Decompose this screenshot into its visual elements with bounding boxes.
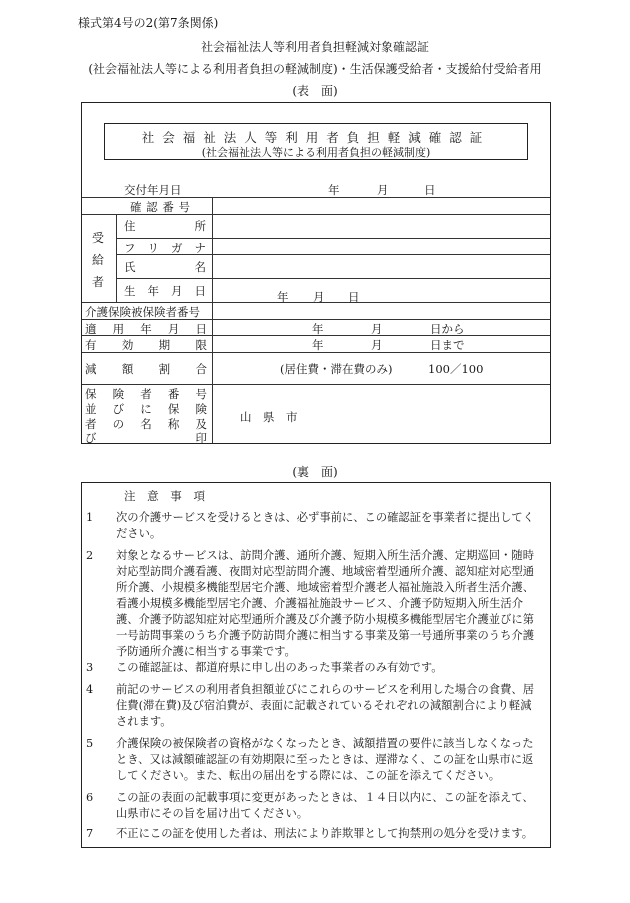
note-number: 1 <box>86 511 94 524</box>
expiry-year-unit: 年 <box>312 338 324 352</box>
note-item-5 <box>86 736 548 784</box>
insurer-label-row-2: 並 び に 保 険 <box>85 402 207 416</box>
birth-day-unit: 日 <box>348 290 360 304</box>
table-rule <box>116 214 117 302</box>
note-item-7 <box>86 826 548 842</box>
insurer-label-row-1: 保 険 者 番 号 <box>85 387 207 401</box>
note-number: 6 <box>86 791 94 804</box>
note-item-2 <box>86 548 548 660</box>
birth-year-unit: 年 <box>277 290 289 304</box>
note-text: 介護保険の被保険者の資格がなくなったとき、減額措置の要件に該当しなくなったとき、又は減額確認証の有効期限に至ったときは、遅滞なく、この証を山県市に返してください。また、転出の届出をする際には、この証を添えてください。 <box>116 737 534 782</box>
recipient-label-2: 給 <box>92 253 105 267</box>
note-text: 次の介護サービスを受けるときは、必ず事前に、この確認証を事業者に提出してください。 <box>116 511 534 540</box>
note-item-6 <box>86 790 548 822</box>
note-number: 5 <box>86 737 94 750</box>
note-item-4 <box>86 682 548 730</box>
note-number: 2 <box>86 549 94 562</box>
reduction-rate-label: 減 額 割 合 <box>85 362 207 376</box>
reduction-note: (居住費・滞在費のみ) <box>280 362 393 376</box>
certificate-subtitle: (社会福祉法人等による利用者負担の軽減制度) <box>201 146 431 159</box>
note-text: 前記のサービスの利用者負担額並びにこれらのサービスを利用した場合の食費、居住費(滞在費)及び宿泊費が、表面に記載されているそれぞれの減額割合により軽減されます。 <box>116 683 534 728</box>
recipient-label-3: 者 <box>92 275 105 289</box>
note-text: 対象となるサービスは、訪問介護、通所介護、短期入所生活介護、定期巡回・随時対応型訪問介護看護、夜間対応型訪問介護、地域密着型通所介護、認知症対応型通所介護、小規模多機能型居宅介護、地域密着型介護老人福祉施設入所者生活介護、看護小規模多機能型居宅介護、介護福祉施設サービス、介護予防短期入所生活介護、介護予防認知症対応型通所介護及び介護予防小規模多機能型居宅介護並びに第一号訪問事業のうち介護予防訪問介護に相当する事業及第一号通所事業のうち介護予防通所介護に相当する事業です。 <box>116 549 534 658</box>
note-text: この確認証は、都道府県に申し出のあった事業者のみ有効です。 <box>116 661 443 674</box>
document-subtitle: (社会福祉法人等による利用者負担の軽減制度)・生活保護受給者・支援給付受給者用 <box>88 62 542 76</box>
table-rule <box>82 384 550 385</box>
note-number: 4 <box>86 683 94 696</box>
start-year-unit: 年 <box>312 322 324 336</box>
certificate-title: 社会福祉法人等利用者負担軽減確認証 <box>141 130 491 145</box>
furigana-label: フ リ ガ ナ <box>124 241 206 255</box>
document-title: 社会福祉法人等利用者負担軽減対象確認証 <box>200 40 429 54</box>
address-label: 住 所 <box>124 219 206 233</box>
table-rule <box>116 278 550 279</box>
issue-year-unit: 年 <box>328 183 340 197</box>
confirmation-number-label: 確 認 番 号 <box>130 200 190 214</box>
back-side-label: (裏 面) <box>292 465 338 479</box>
birth-date-label: 生 年 月 日 <box>124 284 206 298</box>
front-side-label: (表 面) <box>292 84 338 98</box>
note-number: 7 <box>86 827 94 840</box>
issue-month-unit: 月 <box>377 183 389 197</box>
table-rule <box>116 238 550 239</box>
note-item-1 <box>86 510 548 542</box>
table-rule <box>212 197 213 443</box>
issue-date-label: 交付年月日 <box>124 183 182 197</box>
insurer-name: 山 県 市 <box>240 410 298 424</box>
notes-title: 注 意 事 項 <box>124 489 209 503</box>
insurer-label-row-3: 者 の 名 称 及 <box>85 417 207 431</box>
table-rule <box>82 197 550 198</box>
expiry-month-unit: 月 <box>371 338 383 352</box>
note-number: 3 <box>86 661 94 674</box>
insured-number-label: 介護保険被保険者番号 <box>85 305 200 319</box>
birth-month-unit: 月 <box>313 290 325 304</box>
start-month-unit: 月 <box>371 322 383 336</box>
recipient-label-1: 受 <box>92 231 105 245</box>
start-date-label: 適 用 年 月 日 <box>85 322 207 336</box>
expiry-label: 有 効 期 限 <box>85 338 207 352</box>
start-day-unit: 日から <box>430 322 465 336</box>
issue-day-unit: 日 <box>424 183 436 197</box>
name-label: 氏 名 <box>124 260 206 274</box>
note-text: 不正にこの証を使用した者は、刑法により詐欺罪として拘禁刑の処分を受けます。 <box>116 827 534 840</box>
form-number: 様式第4号の2(第7条関係) <box>78 16 219 30</box>
note-text: この証の表面の記載事項に変更があったときは、１４日以内に、この証を添えて、山県市にその旨を届け出てください。 <box>116 791 534 820</box>
reduction-value: 100／100 <box>428 362 484 376</box>
insurer-label-row-4: び 印 <box>85 431 207 445</box>
note-item-3 <box>86 660 548 676</box>
certificate-header <box>104 123 528 160</box>
expiry-day-unit: 日まで <box>430 338 465 352</box>
